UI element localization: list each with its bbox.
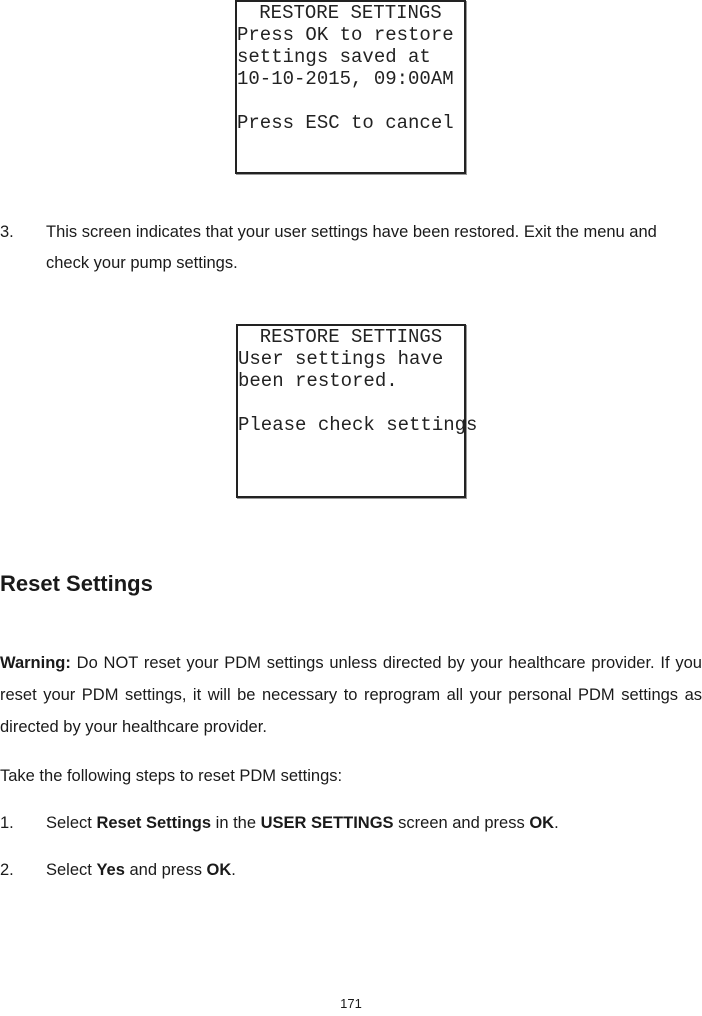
page-number: 171 — [340, 996, 362, 1011]
screen-line: been restored. — [238, 370, 398, 392]
screen-title: RESTORE SETTINGS — [259, 2, 442, 24]
screen-line: User settings have — [238, 348, 444, 370]
restore-settings-screen-1 — [235, 0, 466, 174]
step-number: 1. — [0, 814, 14, 832]
screen-line: Please check settings — [238, 414, 478, 436]
intro-text: Take the following steps to reset PDM settings: — [0, 767, 343, 785]
section-heading: Reset Settings — [0, 571, 153, 596]
screen-line — [237, 90, 464, 112]
screen-line: Press ESC to cancel — [237, 112, 454, 134]
step-text: This screen indicates that your user settings have been restored. Exit the menu and check your pump settings. — [46, 223, 657, 272]
screen-line: settings saved at — [237, 46, 431, 68]
warning-paragraph — [0, 647, 702, 743]
step-text: Select Yes and press OK. — [46, 861, 236, 879]
step-number: 3. — [0, 223, 14, 241]
restore-settings-screen-2 — [236, 324, 478, 498]
step-text: Select Reset Settings in the USER SETTINGS screen and press OK. — [46, 814, 559, 832]
screen-title: RESTORE SETTINGS — [259, 326, 443, 348]
screen-line — [238, 392, 464, 414]
warning-label: Warning: — [0, 654, 71, 672]
screen-line: 10-10-2015, 09:00AM — [237, 68, 454, 90]
screen-line: Press OK to restore — [237, 24, 454, 46]
warning-text: Do NOT reset your PDM settings unless directed by your healthcare provider. If you reset your PDM settings, it will be necessary to reprogram all your personal PDM settings as directed by your healthcare provider. — [0, 654, 702, 736]
step-number: 2. — [0, 861, 14, 879]
